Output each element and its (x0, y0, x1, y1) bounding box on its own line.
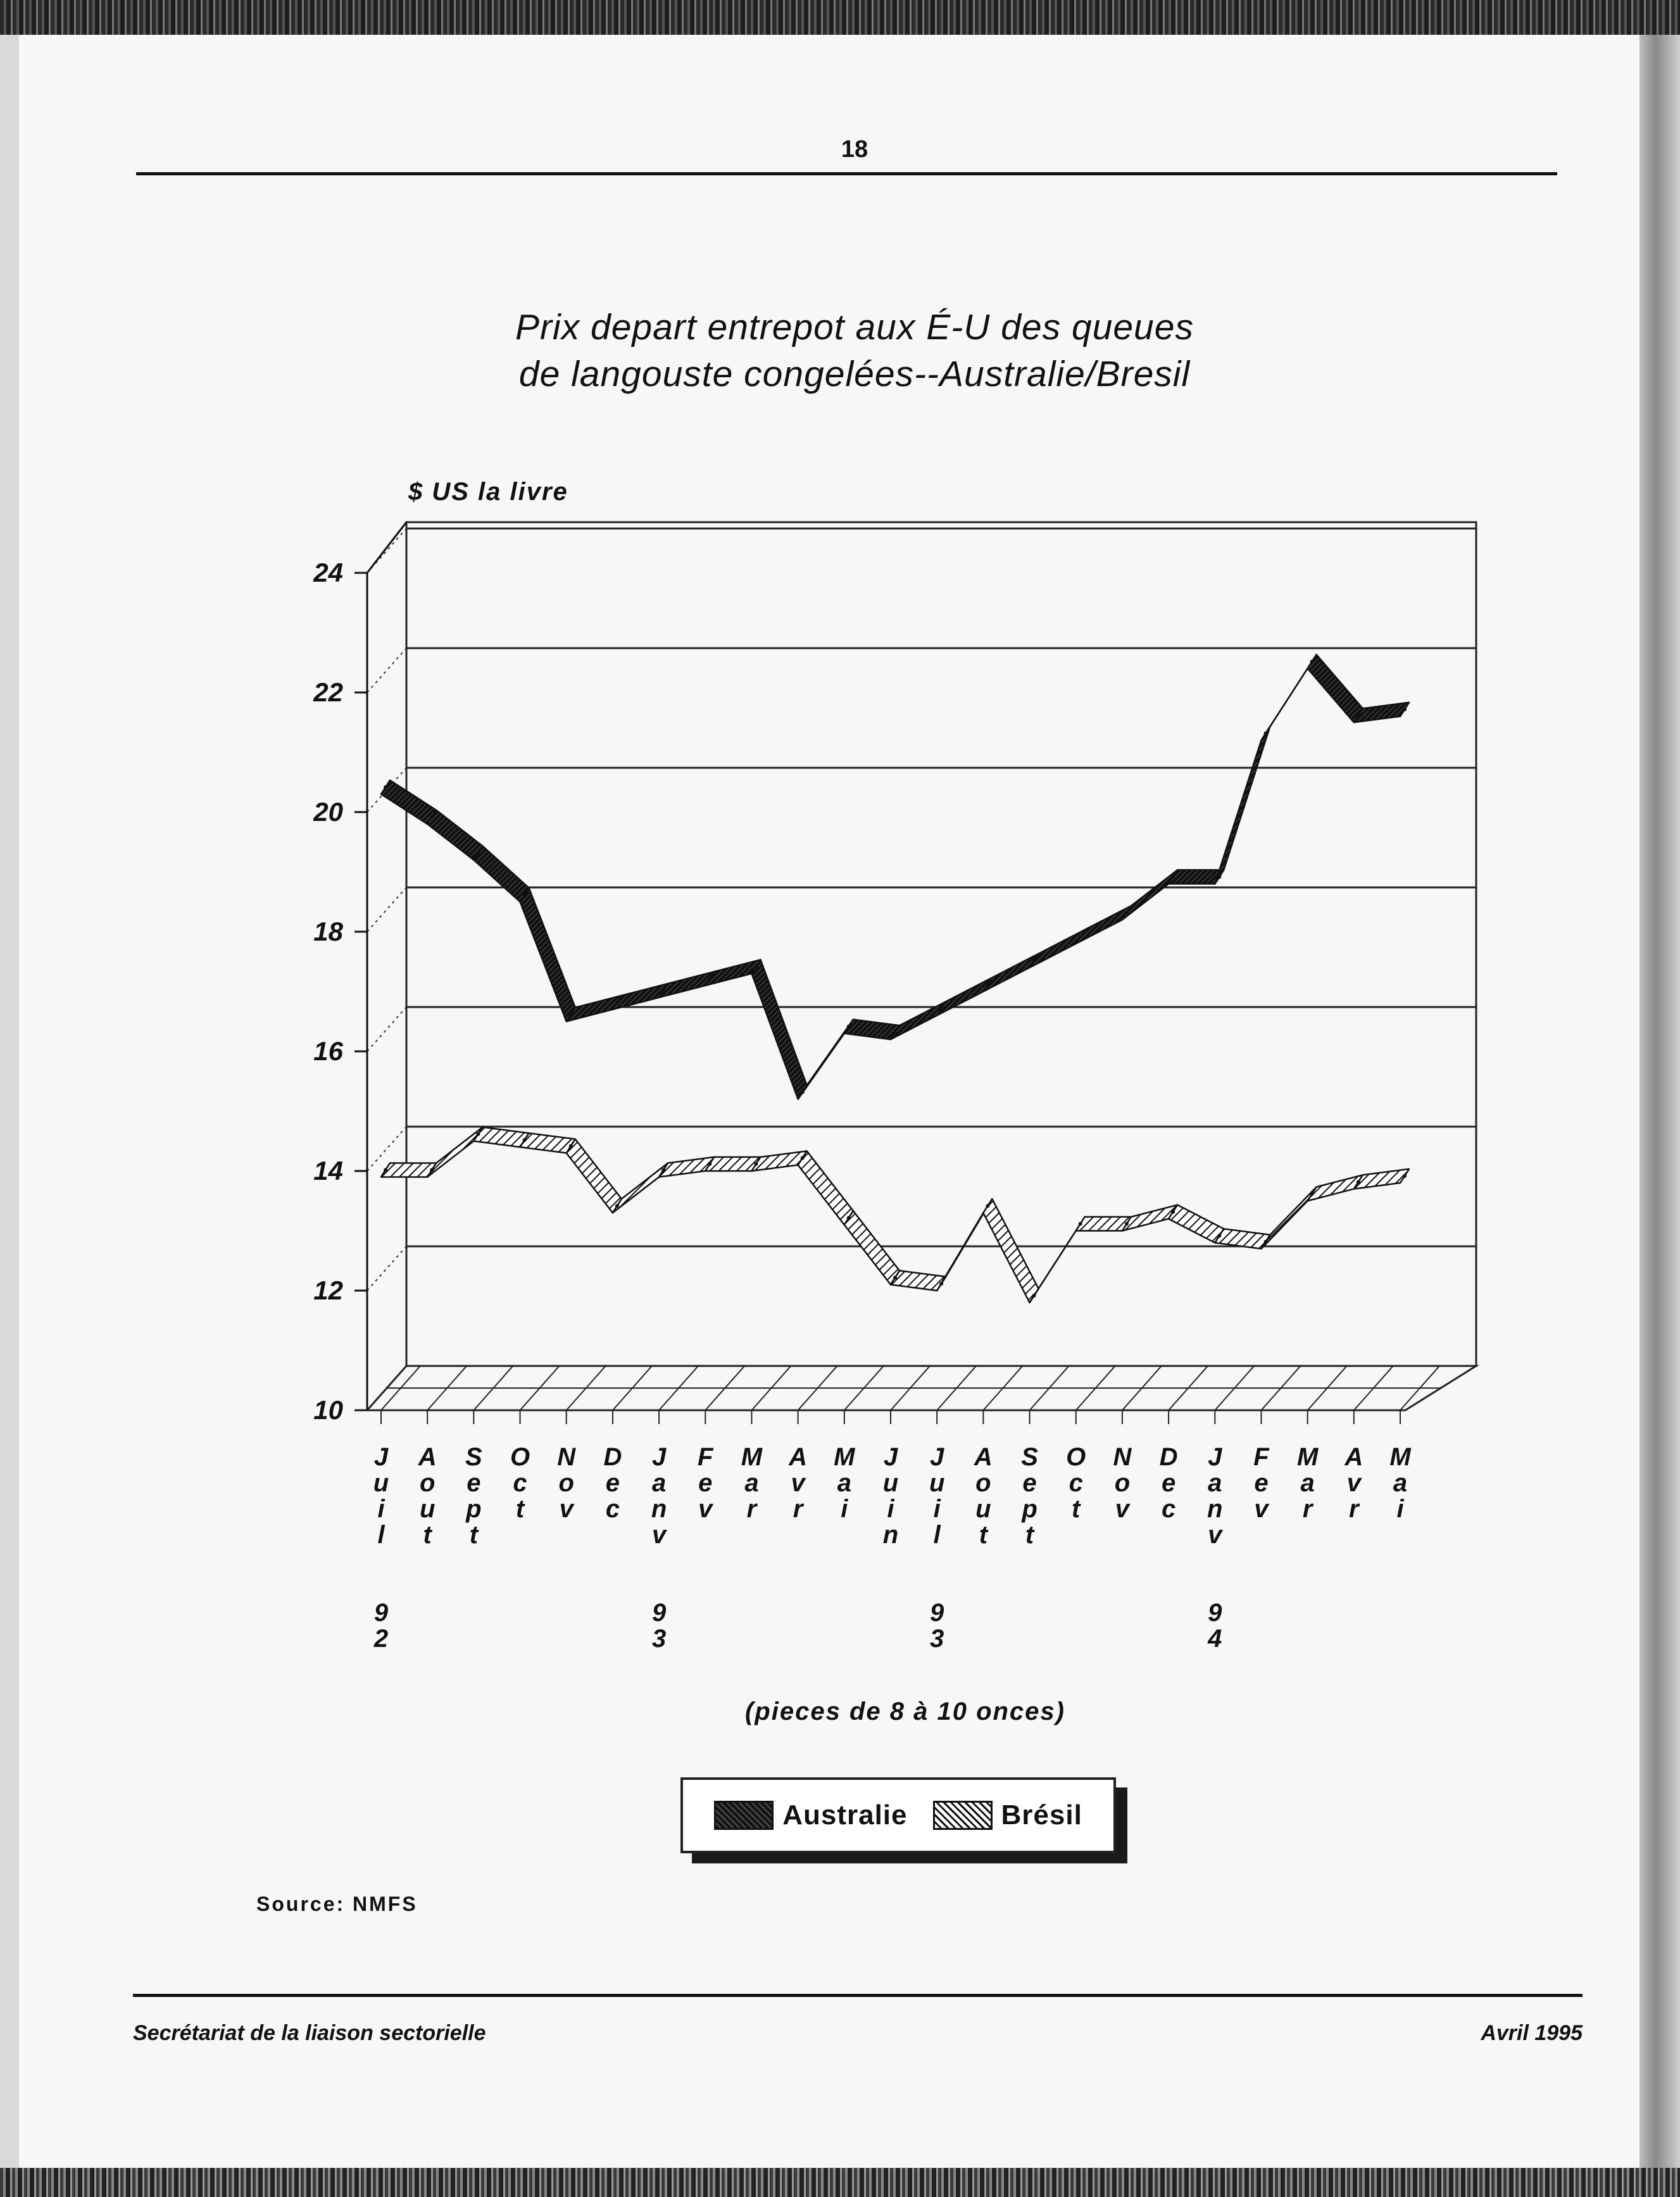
chart-floor (367, 1366, 1476, 1424)
source-note: Source: NMFS (256, 1893, 418, 1915)
data-point (430, 815, 434, 819)
series-0 (381, 654, 1409, 1099)
series-segment (844, 1211, 900, 1285)
gridline-connector (367, 1246, 406, 1291)
x-tick-label: D e c (1159, 1443, 1178, 1523)
legend-item-bresil (933, 1800, 1082, 1831)
data-point (986, 1204, 989, 1208)
data-point (384, 1168, 387, 1172)
chart-y-axis (313, 522, 406, 1425)
y-tick-label: 20 (313, 797, 343, 827)
chart-title-line1: Prix depart entrepot aux É-U des queues (515, 307, 1194, 347)
x-tick-label: J u i n (882, 1443, 899, 1549)
data-point (1217, 875, 1221, 879)
data-point (1357, 1180, 1360, 1184)
series-segment (844, 1020, 900, 1039)
series-segment (751, 960, 806, 1099)
legend-swatch-australie (714, 1801, 774, 1830)
x-tick-label: A v r (1345, 1443, 1363, 1523)
series-segment (427, 1127, 482, 1177)
x-axis-title: (pieces de 8 à 10 onces) (744, 1698, 1065, 1725)
x-tick-label: M a i (834, 1443, 855, 1523)
y-tick-label: 14 (313, 1156, 343, 1186)
series-segment (659, 1157, 714, 1177)
data-point (569, 1144, 573, 1148)
series-segment (1308, 654, 1363, 722)
x-tick-label: J u i l 9 2 (373, 1443, 389, 1653)
data-point (1217, 1234, 1221, 1237)
data-point (847, 1025, 851, 1029)
series-segment (1076, 906, 1131, 944)
data-point (1079, 1222, 1082, 1226)
gridline-connector (367, 1007, 406, 1051)
y-axis-label: $ US la livre (408, 478, 568, 506)
data-point (1263, 1240, 1267, 1244)
data-point (1310, 1192, 1314, 1196)
data-point (523, 893, 527, 897)
chart-legend (680, 1777, 1116, 1853)
data-point (1403, 708, 1407, 711)
data-point (847, 1216, 851, 1220)
series-segment (891, 1271, 946, 1291)
legend-label-australie: Australie (782, 1800, 908, 1831)
x-tick-label: F e v (1253, 1443, 1269, 1523)
x-tick-label: J u i l 9 3 (929, 1443, 945, 1653)
series-segment (1354, 1169, 1409, 1189)
x-tick-label: S e p t (465, 1443, 482, 1549)
footer-rule (133, 1994, 1583, 1997)
data-point (754, 965, 758, 968)
x-tick-label: A o u t (418, 1443, 437, 1549)
x-tick-label: A v r (789, 1443, 808, 1523)
series-segment (983, 1199, 1038, 1303)
x-tick-label: N o v (557, 1443, 576, 1523)
series-segment (613, 1163, 668, 1213)
series-segment (520, 888, 575, 1022)
data-point (1079, 935, 1082, 939)
data-point (893, 1276, 897, 1280)
data-point (1171, 875, 1175, 879)
y-tick-label: 12 (313, 1275, 343, 1305)
y-tick-label: 16 (313, 1036, 343, 1066)
x-tick-label: A o u t (974, 1443, 993, 1549)
y-tick-label: 24 (313, 558, 343, 587)
data-point (569, 1013, 573, 1017)
series-segment (427, 810, 482, 860)
data-point (1171, 1210, 1175, 1214)
data-point (893, 1030, 897, 1034)
data-point (661, 989, 665, 992)
data-point (476, 1132, 480, 1136)
chart-series (381, 654, 1409, 1303)
series-segment (1261, 1187, 1316, 1249)
data-point (1357, 713, 1360, 717)
y-tick-label: 22 (313, 677, 343, 707)
x-tick-label: O c t (510, 1443, 530, 1523)
data-point (939, 1282, 943, 1286)
data-point (615, 1001, 619, 1005)
legend-label-bresil: Brésil (1001, 1800, 1082, 1831)
data-point (754, 1162, 758, 1166)
page-number: 18 (841, 136, 868, 163)
data-point (801, 1156, 805, 1160)
data-point (1403, 1174, 1407, 1178)
x-tick-label: M a r (1296, 1443, 1319, 1523)
y-tick-label: 10 (313, 1395, 343, 1425)
data-point (430, 1168, 434, 1172)
data-point (476, 851, 480, 855)
series-segment (798, 1151, 853, 1225)
x-tick-label: M a i (1389, 1443, 1411, 1523)
footer-organization: Secrétariat de la liaison sectorielle (133, 2021, 486, 2045)
data-point (939, 1006, 943, 1010)
series-segment (1215, 727, 1270, 884)
series-segment (937, 978, 992, 1016)
data-point (1125, 1222, 1129, 1226)
series-segment (567, 1139, 622, 1213)
data-point (801, 1091, 805, 1094)
chart-title-line2: de langouste congelées--Australie/Bresil (518, 354, 1191, 394)
series-segment (473, 846, 529, 902)
data-point (708, 977, 711, 980)
series-segment (751, 1151, 806, 1171)
series-segment (1354, 703, 1409, 722)
y-axis-depth-edge (367, 522, 406, 573)
x-tick-label: F e v (698, 1443, 713, 1523)
data-point (708, 1162, 711, 1166)
footer-date: Avril 1995 (1481, 2021, 1583, 2045)
data-point (1263, 732, 1267, 735)
series-segment (1030, 930, 1085, 968)
x-tick-label: S e p t (1021, 1443, 1038, 1549)
x-tick-label: N o v (1113, 1443, 1132, 1523)
data-point (1310, 660, 1314, 663)
series-segment (473, 1127, 529, 1147)
series-segment (1169, 1205, 1224, 1243)
series-1 (381, 1127, 1409, 1303)
data-point (384, 786, 387, 789)
x-tick-label: M a r (741, 1443, 763, 1523)
series-segment (381, 780, 436, 824)
x-tick-label: J a n v 9 4 (1207, 1443, 1223, 1653)
series-segment (1122, 870, 1177, 920)
gridline-connector (367, 648, 406, 692)
data-point (523, 1138, 527, 1142)
data-point (986, 983, 989, 987)
x-tick-label: O c t (1066, 1443, 1086, 1523)
data-point (1032, 959, 1036, 963)
data-point (1125, 911, 1129, 915)
data-point (615, 1204, 619, 1208)
gridline-connector (367, 887, 406, 932)
legend-swatch-bresil (933, 1801, 993, 1830)
data-point (661, 1168, 665, 1172)
y-tick-label: 18 (313, 917, 343, 946)
x-tick-label: D e c (603, 1443, 622, 1523)
series-segment (520, 1133, 575, 1153)
scan-border-bottom (0, 2168, 1680, 2197)
series-segment (983, 954, 1038, 992)
data-point (1032, 1294, 1036, 1298)
legend-item-australie (714, 1800, 907, 1831)
x-tick-label: J a n v 9 3 (651, 1443, 667, 1653)
